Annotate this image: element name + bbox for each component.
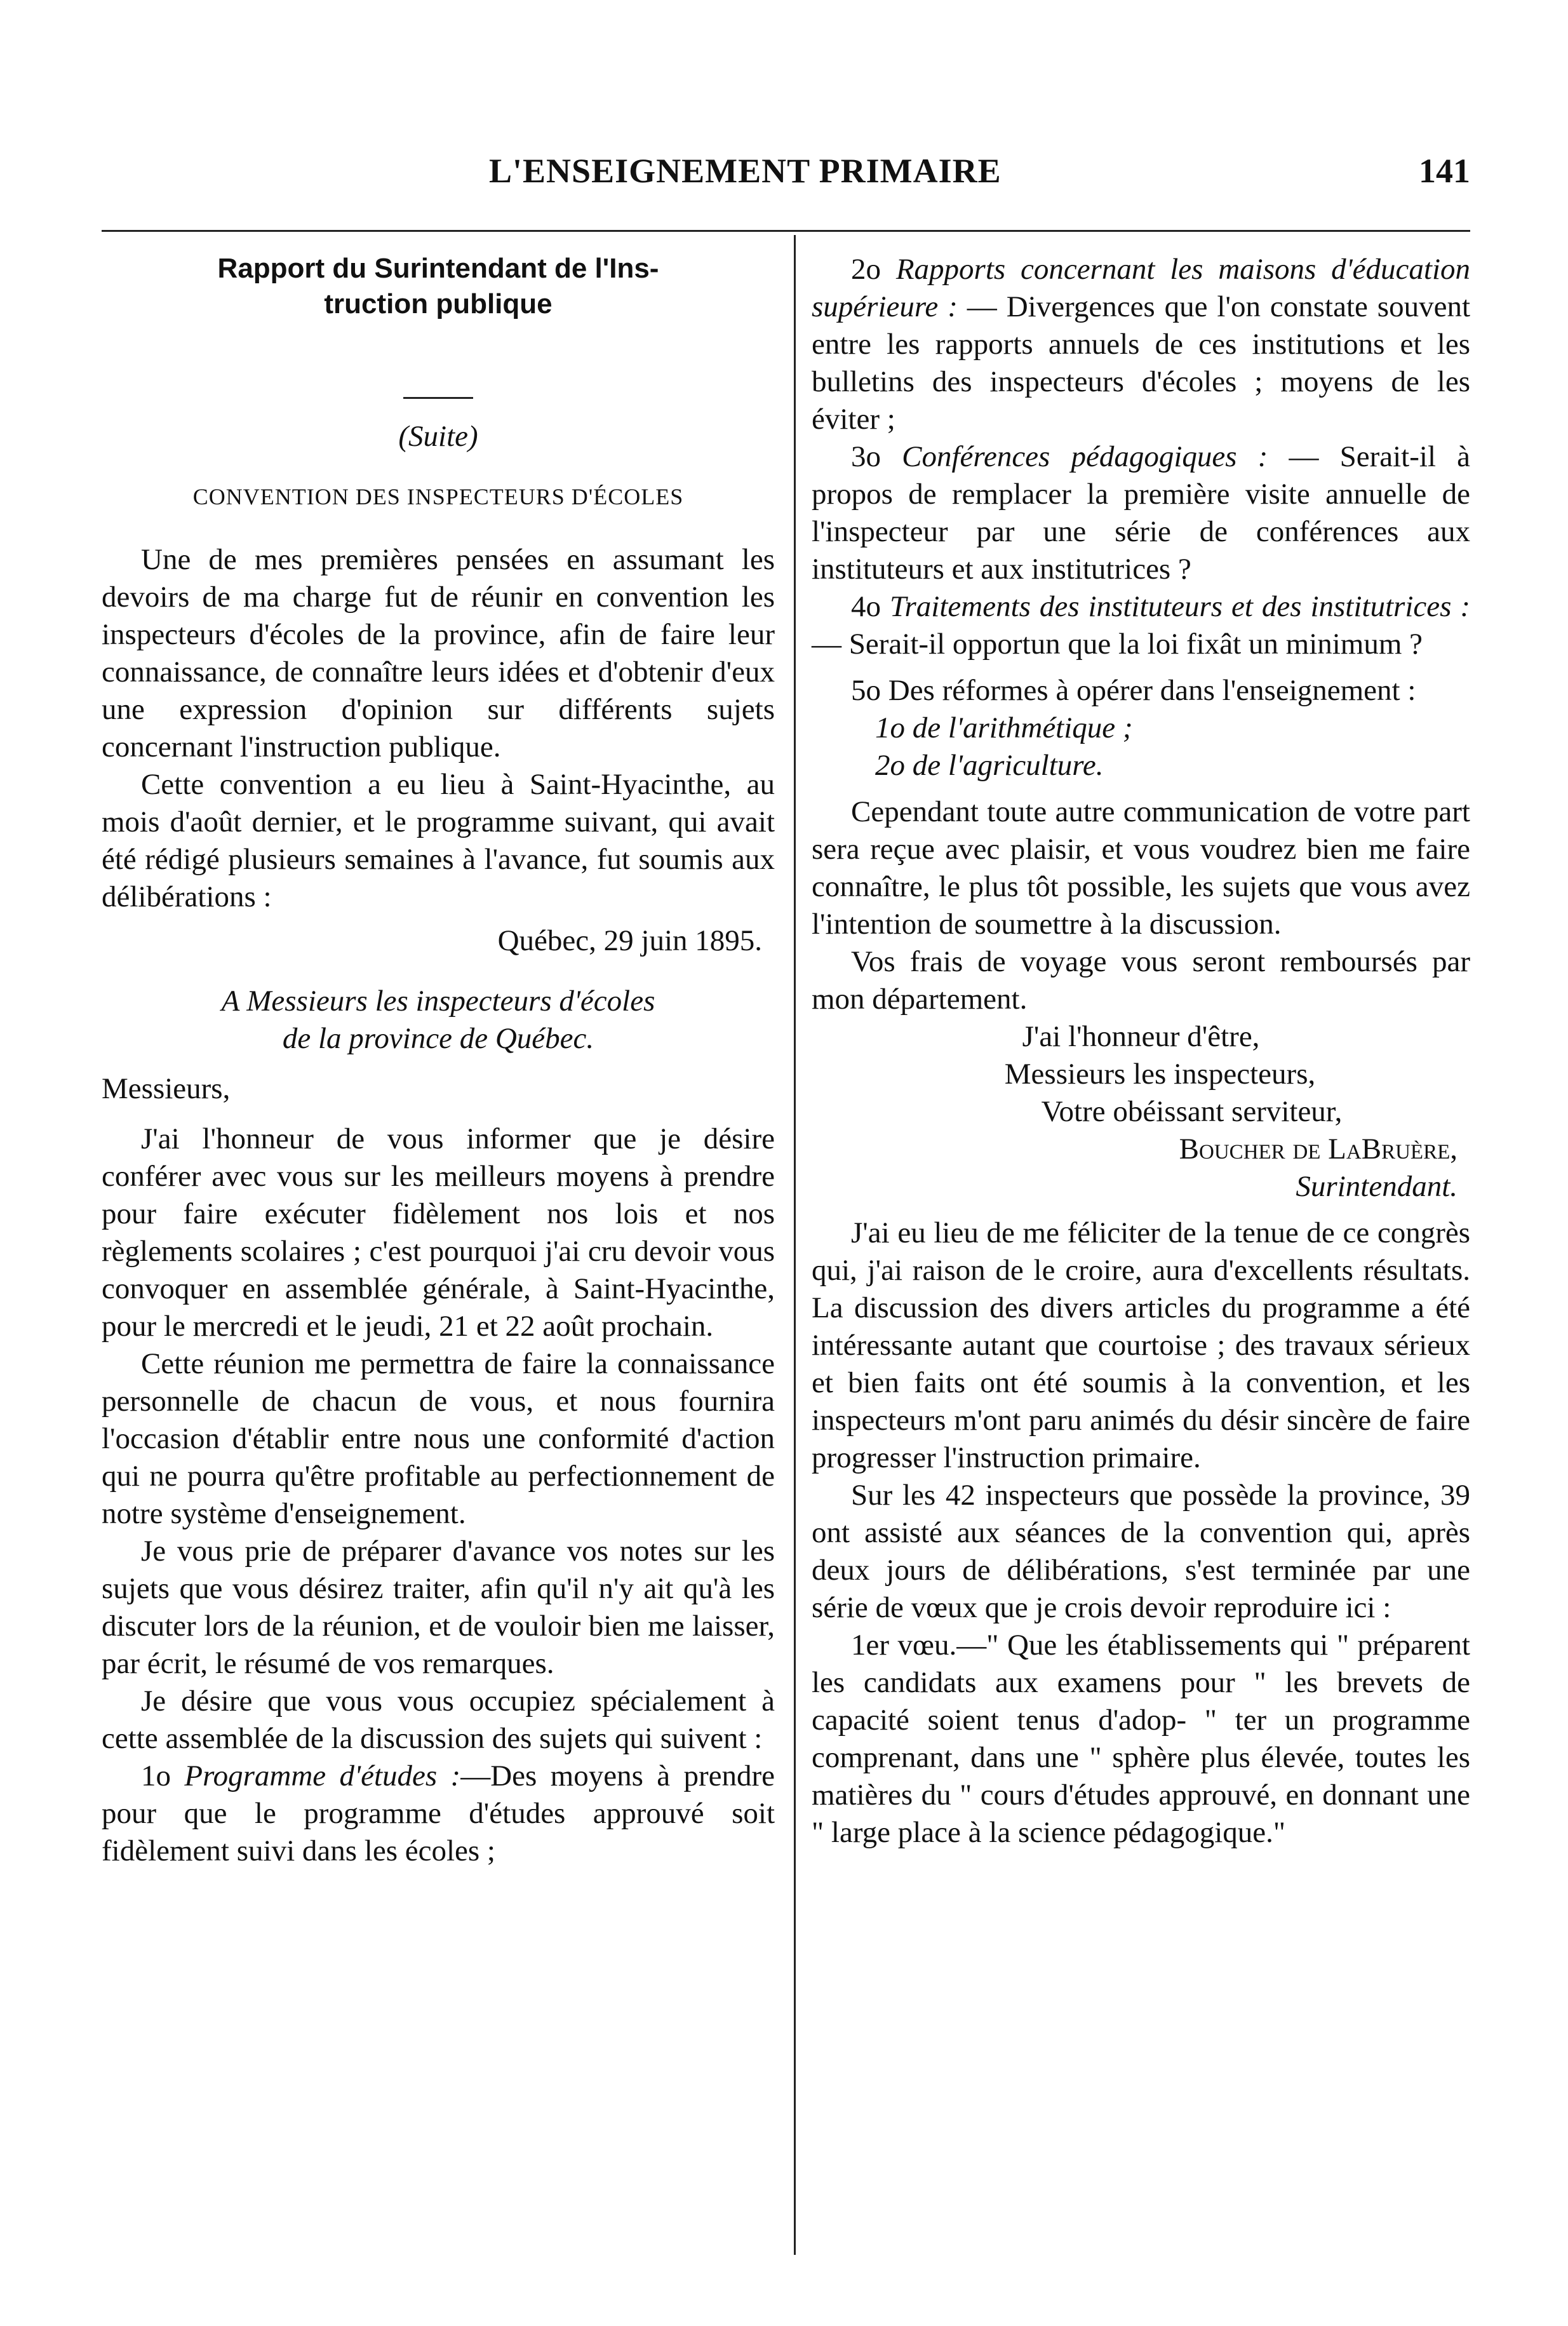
program-item-4 (812, 588, 1470, 663)
running-title: L'ENSEIGNEMENT PRIMAIRE (489, 152, 1002, 190)
program-item-3 (812, 438, 1470, 588)
item-title: Traitements des instituteurs et des institutrices : (889, 590, 1471, 623)
letter-addressee-line1: A Messieurs les inspecteurs d'écoles (221, 985, 655, 1018)
item-number: 2o (851, 253, 881, 286)
letter-dateline: Québec, 29 juin 1895. (497, 924, 762, 957)
item-number: 5o (851, 674, 881, 707)
paragraph: Cependant toute autre communication de votre part sera reçue avec plaisir, et vous voudrez bien me faire connaître, le plus tôt possible, les sujets que vous avez l'intention de soumettre à la discussion. (812, 795, 1470, 941)
paragraph: 1er vœu.—" Que les établissements qui " préparent les candidats aux examens pour " les brevets de capacité soient tenus d'adop- " ter un programme comprenant, dans une " sphère plus élevée, toutes les matières du " cours d'études approuvé, en donnant une " large place à la science pédagogique." (812, 1629, 1470, 1849)
paragraph: Une de mes premières pensées en assumant les devoirs de ma charge fut de réunir en convention les inspecteurs d'écoles de la province, afin de faire leur connaissance, de connaître leurs idées et d'obtenir d'eux une expression d'opinion sur différents sujets concernant l'instruction publique. (102, 543, 775, 763)
item-number: 4o (851, 590, 881, 623)
signature-line-3: Votre obéissant serviteur, (1041, 1095, 1343, 1128)
signature-line-2: Messieurs les inspecteurs, (1004, 1058, 1316, 1091)
paragraph: J'ai eu lieu de me féliciter de la tenue de ce congrès qui, j'ai raison de le croire, aura d'excellents résultats. La discussion des divers articles du programme a été intéressante autant que courtoise ; des travaux sérieux et bien faits ont été soumis à la convention, et les inspecteurs m'ont paru animés du désir sincère de faire progresser l'instruction primaire. (812, 1216, 1470, 1474)
article-title-line2: truction publique (324, 288, 553, 319)
paragraph: Cette réunion me permettra de faire la connaissance personnelle de chacun de vous, et nous fournira l'occasion d'établir entre nous une conformité d'action qui ne pourra qu'être profitable au perfectionnement de notre système d'enseignement. (102, 1347, 775, 1530)
title-rule (403, 397, 473, 399)
page-header (102, 151, 1470, 208)
signature-name: Boucher de LaBruère, (1179, 1133, 1457, 1166)
section-heading: CONVENTION DES INSPECTEURS D'ÉCOLES (192, 484, 684, 509)
item-text: Des réformes à opérer dans l'enseignement : (888, 674, 1416, 707)
paragraph: Vos frais de voyage vous seront remboursés par mon département. (812, 945, 1470, 1016)
signature-title: Surintendant. (1296, 1170, 1457, 1203)
article-title-line1: Rapport du Surintendant de l'Ins- (217, 253, 659, 284)
item-text: — Divergences que l'on constate souvent entre les rapports annuels de ces institutions et les bulletins des inspecteurs d'écoles ; moyens de les éviter ; (812, 290, 1470, 436)
left-column (102, 251, 775, 1870)
right-column (812, 251, 1470, 1852)
suite-label: (Suite) (398, 420, 478, 453)
item-text: — Serait-il à propos de remplacer la première visite annuelle de l'inspecteur par une série de conférences aux instituteurs et aux institutrices ? (812, 440, 1470, 586)
paragraph: Cette convention a eu lieu à Saint-Hyacinthe, au mois d'août dernier, et le programme suivant, qui avait été rédigé plusieurs semaines à l'avance, fut soumis aux délibérations : (102, 768, 775, 913)
signature-line-1: J'ai l'honneur d'être, (1022, 1020, 1260, 1053)
item-text: —Des moyens à prendre pour que le programme d'études approuvé soit fidèlement suivi dans les écoles ; (102, 1759, 775, 1867)
column-divider (794, 235, 796, 2255)
program-subitem-2: 2o de l'agriculture. (875, 749, 1104, 782)
header-rule (102, 230, 1470, 232)
paragraph: Je désire que vous vous occupiez spécialement à cette assemblée de la discussion des sujets qui suivent : (102, 1684, 775, 1755)
program-item-2 (812, 251, 1470, 438)
paragraph: Sur les 42 inspecteurs que possède la province, 39 ont assisté aux séances de la convention qui, après deux jours de délibérations, s'est terminée par une série de vœux que je crois devoir reproduire ici : (812, 1479, 1470, 1624)
item-title: Rapports concernant les maisons d'éducation supérieure : (812, 253, 1470, 323)
paragraph: Je vous prie de préparer d'avance vos notes sur les sujets que vous désirez traiter, afin qu'il n'y ait qu'à les discuter lors de la réunion, et de vouloir bien me laisser, par écrit, le résumé de vos remarques. (102, 1535, 775, 1680)
item-number: 1o (141, 1759, 171, 1792)
item-title: Conférences pédagogiques : (902, 440, 1268, 473)
item-title: Programme d'études : (184, 1759, 461, 1792)
page-number: 141 (1419, 152, 1470, 190)
item-number: 3o (851, 440, 881, 473)
letter-addressee-line2: de la province de Québec. (282, 1022, 594, 1055)
item-text: — Serait-il opportun que la loi fixât un minimum ? (812, 628, 1423, 661)
letter-salutation: Messieurs, (102, 1072, 231, 1105)
program-item-1 (102, 1758, 775, 1870)
program-subitem-1: 1o de l'arithmétique ; (875, 711, 1133, 744)
program-item-5 (812, 672, 1470, 709)
paragraph: J'ai l'honneur de vous informer que je désire conférer avec vous sur les meilleurs moyens à prendre pour faire exécuter fidèlement nos lois et nos règlements scolaires ; c'est pourquoi j'ai cru devoir vous convoquer en assemblée générale, à Saint-Hyacinthe, pour le mercredi et le jeudi, 21 et 22 août prochain. (102, 1122, 775, 1343)
